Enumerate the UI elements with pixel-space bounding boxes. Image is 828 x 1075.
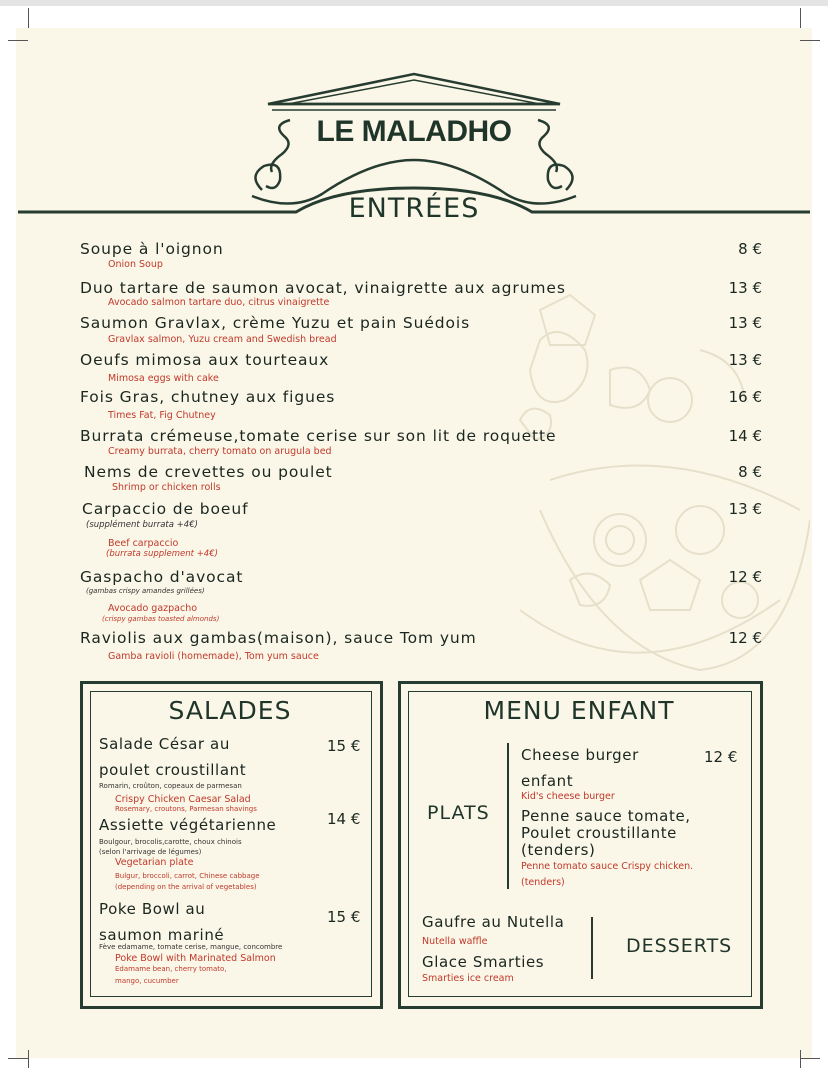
salad-price: 15 € [327, 737, 361, 755]
salad-price: 15 € [327, 908, 361, 926]
kids-dish-name-line3: (tenders) [521, 841, 596, 859]
desserts-divider [591, 917, 593, 979]
menu-item [80, 427, 762, 457]
menu-item [80, 351, 762, 384]
item-translation: Onion Soup [108, 259, 163, 270]
kids-dish-translation: Kid's cheese burger [521, 791, 615, 802]
item-name: Burrata crémeuse,tomate cerise sur son lit de roquette [80, 427, 557, 445]
item-price: 13 € [728, 500, 762, 518]
plats-divider [507, 743, 509, 889]
kids-dish-name-line2: enfant [521, 772, 574, 790]
menu-item [80, 463, 762, 493]
salad-translation: Vegetarian plate [115, 857, 194, 868]
menu-item [80, 629, 762, 662]
item-translation: Times Fat, Fig Chutney [108, 410, 216, 421]
item-name: Soupe à l'oignon [80, 240, 224, 258]
restaurant-name: LE MALADHO [316, 115, 512, 148]
salad-translation-description: Rosemary, croutons, Parmesan shavings [115, 805, 257, 813]
entrees-title: ENTRÉES [348, 193, 480, 224]
item-translation: Avocado gazpacho [108, 603, 198, 614]
item-price: 14 € [728, 427, 762, 445]
menu-item [80, 279, 762, 308]
menu-item [80, 314, 762, 345]
kids-dish-translation: Penne tomato sauce Crispy chicken. [521, 861, 694, 872]
salad-name: Salade César au [99, 735, 230, 753]
item-translation: Shrimp or chicken rolls [112, 482, 221, 493]
item-price: 13 € [728, 314, 762, 332]
item-translation-note: (burrata supplement +4€) [106, 549, 218, 559]
kids-dish-translation-line2: (tenders) [521, 877, 565, 888]
item-name: Nems de crevettes ou poulet [84, 463, 333, 481]
salad-translation-description-line2: (depending on the arrival of vegetables) [115, 883, 257, 891]
salad-description: Boulgour, brocolis,carotte, choux chinois [99, 838, 242, 846]
dessert-translation: Smarties ice cream [422, 973, 514, 984]
salad-translation-description: Edamame bean, cherry tomato, [115, 965, 227, 973]
item-translation: Gravlax salmon, Yuzu cream and Swedish bread [108, 334, 337, 345]
kids-dish-name: Cheese burger [521, 746, 639, 764]
crop-mark [800, 1058, 820, 1059]
crop-mark [800, 1050, 801, 1068]
item-price: 16 € [728, 388, 762, 406]
salad-translation: Poke Bowl with Marinated Salmon [115, 953, 276, 964]
item-translation: Gamba ravioli (homemade), Tom yum sauce [108, 651, 319, 662]
salad-price: 14 € [327, 810, 361, 828]
item-price: 13 € [728, 279, 762, 297]
crop-mark [8, 1058, 28, 1059]
salad-name-line2: saumon mariné [99, 926, 225, 944]
salad-translation: Crispy Chicken Caesar Salad [115, 794, 251, 805]
item-name: Gaspacho d'avocat [80, 568, 244, 586]
dessert-name: Gaufre au Nutella [422, 913, 565, 931]
desserts-label: DESSERTS [626, 935, 733, 957]
menu-item [80, 240, 762, 270]
menu-enfant-title: MENU ENFANT [483, 696, 675, 725]
menu-item [80, 568, 762, 623]
salades-title: SALADES [168, 696, 292, 725]
item-translation: Creamy burrata, cherry tomato on arugula bed [108, 446, 332, 457]
kids-dish-name-line2: Poulet croustillante [521, 824, 678, 842]
salad-translation-description: Bulgur, broccoli, carrot, Chinese cabbage [115, 872, 260, 880]
crop-mark [28, 1050, 29, 1068]
item-price: 12 € [728, 629, 762, 647]
salad-description: Romarin, croûton, copeaux de parmesan [99, 782, 242, 790]
item-price: 12 € [728, 568, 762, 586]
item-name: Carpaccio de boeuf [82, 500, 249, 518]
item-name: Raviolis aux gambas(maison), sauce Tom yum [80, 629, 477, 647]
item-name: Duo tartare de saumon avocat, vinaigrette aux agrumes [80, 279, 566, 297]
item-translation: Beef carpaccio [108, 538, 179, 549]
menu-item [80, 388, 762, 421]
salad-name: Poke Bowl au [99, 900, 206, 918]
item-name: Fois Gras, chutney aux figues [80, 388, 336, 406]
salad-name: Assiette végétarienne [99, 816, 277, 834]
salad-description-line2: (selon l'arrivage de légumes) [99, 848, 202, 856]
dessert-translation: Nutella waffle [422, 936, 488, 947]
item-note: (gambas crispy amandes grillées) [86, 587, 205, 595]
plats-label: PLATS [427, 802, 490, 824]
item-translation-note: (crispy gambas toasted almonds) [102, 615, 220, 623]
item-price: 8 € [738, 463, 762, 481]
item-price: 8 € [738, 240, 762, 258]
salad-description: Fève edamame, tomate cerise, mangue, concombre [99, 943, 283, 951]
item-name: Oeufs mimosa aux tourteaux [80, 351, 330, 369]
kids-menu-price: 12 € [704, 748, 738, 766]
kids-dish-name: Penne sauce tomate, [521, 807, 691, 825]
item-translation: Mimosa eggs with cake [108, 373, 219, 384]
salad-translation-description-line2: mango, cucumber [115, 977, 179, 985]
salad-name-line2: poulet croustillant [99, 761, 247, 779]
item-name: Saumon Gravlax, crème Yuzu et pain Suédois [80, 314, 471, 332]
item-price: 13 € [728, 351, 762, 369]
item-translation: Avocado salmon tartare duo, citrus vinaigrette [108, 297, 330, 308]
item-note: (supplément burrata +4€) [86, 520, 198, 530]
dessert-name: Glace Smarties [422, 953, 545, 971]
menu-item [80, 500, 762, 559]
